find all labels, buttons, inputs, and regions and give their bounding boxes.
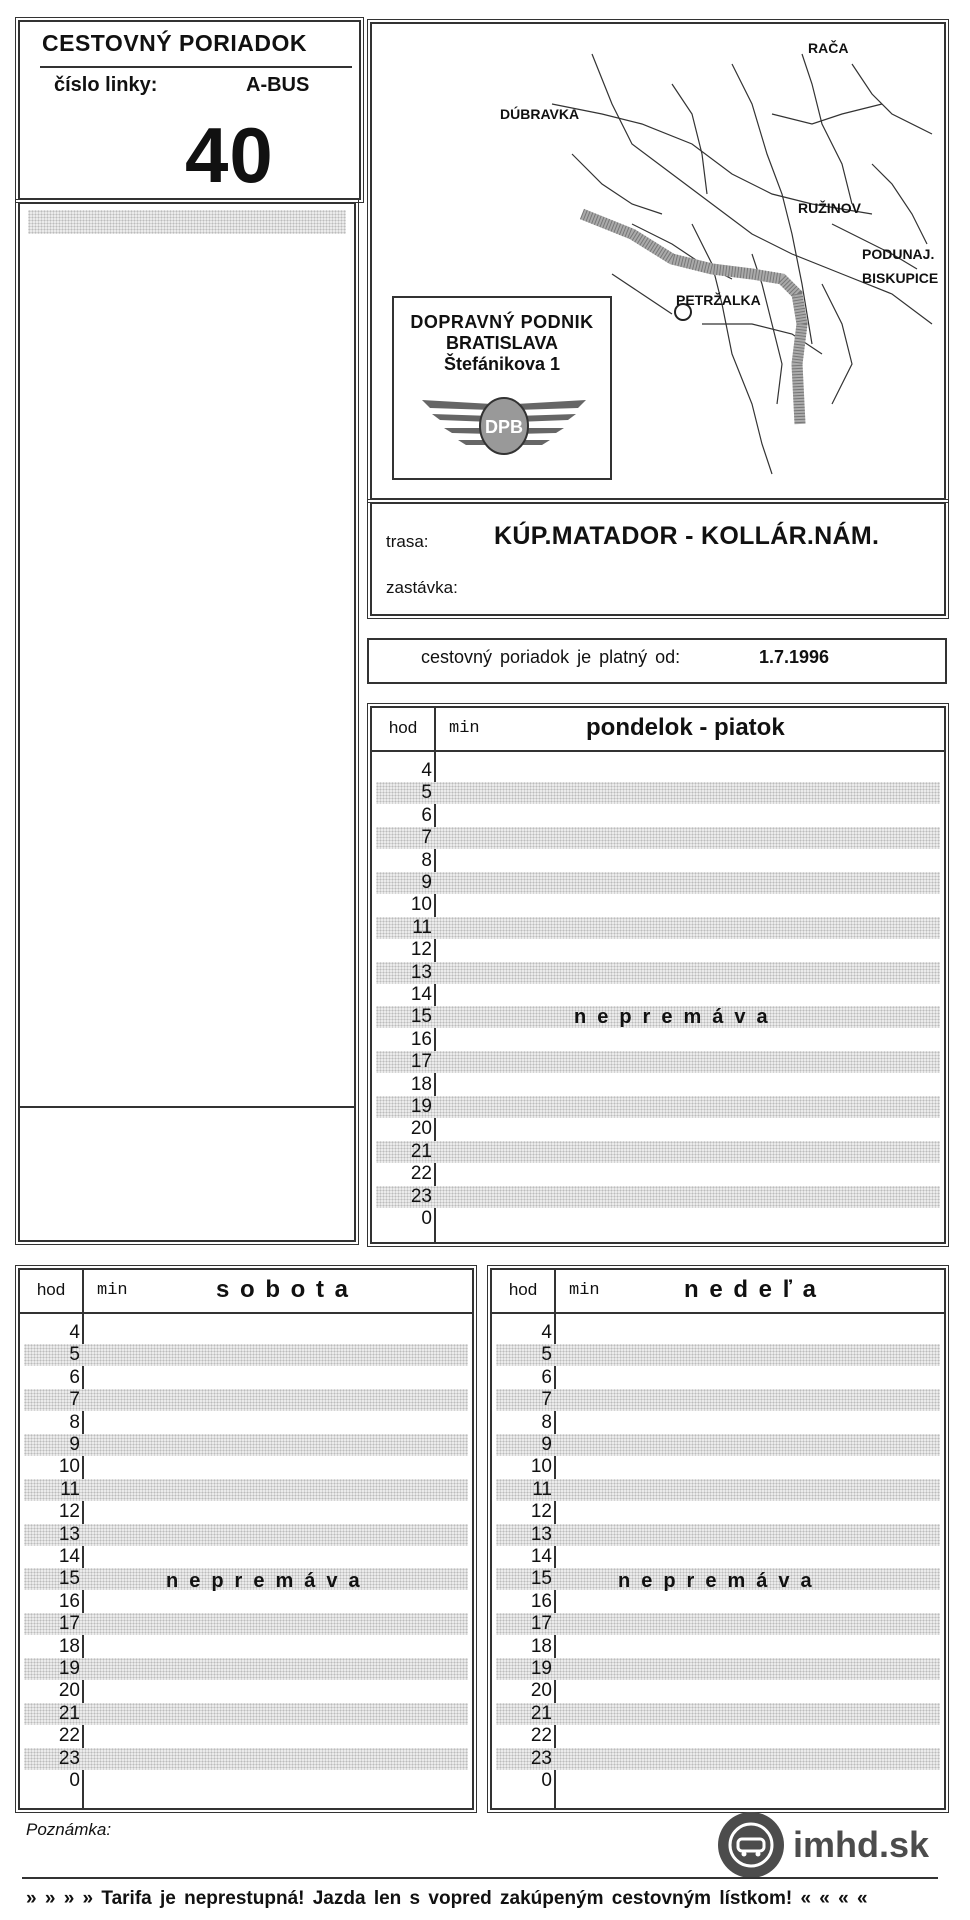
hour-row [496, 1344, 940, 1366]
hour-label: 14 [530, 1546, 552, 1567]
operator-box [392, 296, 612, 480]
operator-logo-text: DPB [484, 417, 524, 437]
hour-label: 10 [530, 1456, 552, 1478]
validity-date: 1.7.1996 [759, 647, 830, 667]
hour-label: 22 [58, 1725, 80, 1747]
hour-label: 4 [421, 760, 432, 781]
hour-row [376, 1208, 940, 1230]
hour-column-label: hod [36, 1280, 66, 1299]
hour-label: 21 [58, 1702, 80, 1724]
hour-label: 5 [421, 782, 432, 804]
hour-row [376, 850, 940, 872]
line-type: A-BUS [246, 74, 310, 96]
timetable-header [372, 708, 944, 752]
hour-row [376, 872, 940, 894]
hour-row [376, 1096, 940, 1118]
hour-row [376, 782, 940, 804]
hour-row [24, 1344, 468, 1366]
hour-label: 5 [541, 1344, 552, 1366]
map-label-podunaj: PODUNAJ. [862, 246, 935, 262]
hour-label: 16 [58, 1590, 80, 1612]
hour-row [24, 1591, 468, 1613]
map-label-dubravka: DÚBRAVKA [500, 106, 580, 122]
operator-name-line2: BRATISLAVA [446, 333, 558, 353]
hour-label: 17 [530, 1613, 552, 1635]
hour-row [496, 1389, 940, 1411]
hour-label: 19 [58, 1658, 80, 1679]
hour-label: 20 [58, 1680, 80, 1702]
timetable-header [20, 1270, 472, 1314]
hour-row [496, 1322, 940, 1344]
operator-name-line1: DOPRAVNÝ PODNIK [410, 312, 594, 332]
hour-label: 11 [412, 916, 432, 938]
hour-row [376, 1051, 940, 1073]
stops-panel [18, 202, 356, 1242]
hour-row [376, 1141, 940, 1163]
hour-row [496, 1479, 940, 1501]
imhd-watermark-logo [716, 1810, 936, 1880]
hour-row [24, 1703, 468, 1725]
minute-column-label: min [569, 1281, 600, 1300]
hour-row [496, 1412, 940, 1434]
hour-label: 6 [69, 1366, 80, 1388]
day-type-label: s o b o t a [216, 1276, 351, 1303]
hour-row [376, 962, 940, 984]
no-service-note: nepremáva [166, 1570, 371, 1592]
hour-label: 0 [69, 1770, 80, 1791]
hour-label: 19 [530, 1658, 552, 1679]
hour-row [376, 894, 940, 916]
line-number: 40 [185, 111, 274, 199]
hour-label: 16 [530, 1590, 552, 1612]
hour-label: 20 [530, 1680, 552, 1702]
no-service-note: nepremáva [574, 1006, 779, 1028]
hour-row [496, 1546, 940, 1568]
hour-label: 12 [410, 939, 432, 961]
hour-label: 21 [530, 1702, 552, 1724]
hour-label: 0 [421, 1208, 432, 1229]
hour-column-label: hod [508, 1280, 538, 1299]
hour-label: 7 [421, 827, 432, 849]
hour-row [24, 1748, 468, 1770]
hour-label: 15 [530, 1568, 552, 1590]
map-label-petrzalka: PETRŽALKA [676, 292, 761, 308]
imhd-logo-icon [716, 1810, 786, 1880]
hour-label: 9 [69, 1434, 80, 1455]
hour-label: 11 [60, 1478, 80, 1500]
timetable-saturday [18, 1268, 474, 1810]
hour-row [24, 1613, 468, 1635]
route-label: trasa: [386, 532, 429, 551]
hour-row [24, 1412, 468, 1434]
hour-row [24, 1658, 468, 1680]
hour-row [496, 1367, 940, 1389]
hour-row [496, 1524, 940, 1546]
hour-label: 4 [541, 1322, 552, 1343]
hour-label: 9 [541, 1434, 552, 1455]
timetable-sunday [490, 1268, 946, 1810]
hour-row [376, 827, 940, 849]
timetable-weekday [370, 706, 946, 1244]
tariff-notice: » » » » Tarifa je neprestupná! Jazda len s vopred zakúpeným cestovným lístkom! « « « « [26, 1888, 868, 1909]
hour-row [496, 1658, 940, 1680]
hour-row [24, 1322, 468, 1344]
hour-row [376, 805, 940, 827]
hour-row [376, 760, 940, 782]
stops-panel-header-band [28, 210, 346, 234]
hour-row [496, 1613, 940, 1635]
hour-row [24, 1680, 468, 1702]
hour-label: 9 [421, 872, 432, 893]
hour-row [376, 984, 940, 1006]
hour-row [24, 1524, 468, 1546]
hour-label: 12 [58, 1501, 80, 1523]
map-label-raca: RAČA [808, 40, 849, 56]
footer-divider [22, 1877, 938, 1879]
hour-row [496, 1636, 940, 1658]
hour-label: 6 [421, 804, 432, 826]
operator-logo [418, 386, 590, 472]
hour-label: 23 [410, 1185, 432, 1207]
hour-label: 23 [530, 1747, 552, 1769]
day-type-label: n e d e ľ a [684, 1276, 818, 1303]
hour-label: 22 [410, 1163, 432, 1185]
hour-row [496, 1725, 940, 1747]
hour-row [496, 1703, 940, 1725]
hour-label: 6 [541, 1366, 552, 1388]
hour-label: 10 [58, 1456, 80, 1478]
hour-row [376, 1118, 940, 1140]
hour-label: 8 [421, 849, 432, 871]
hour-label: 11 [532, 1478, 552, 1500]
hour-row [496, 1748, 940, 1770]
title-divider [40, 66, 352, 68]
hour-label: 23 [58, 1747, 80, 1769]
imhd-brand-text: imhd.sk [793, 1824, 930, 1865]
hour-label: 13 [58, 1523, 80, 1545]
hour-label: 0 [541, 1770, 552, 1791]
hour-label: 16 [410, 1028, 432, 1050]
hour-row [24, 1456, 468, 1478]
hour-row [496, 1501, 940, 1523]
minute-column-label: min [449, 719, 480, 738]
route-info [370, 502, 946, 616]
hour-row [24, 1434, 468, 1456]
hour-row [24, 1770, 468, 1792]
validity-label: cestovný poriadok je platný od: [421, 647, 681, 667]
hour-label: 13 [530, 1523, 552, 1545]
stop-label: zastávka: [386, 578, 458, 597]
hour-label: 12 [530, 1501, 552, 1523]
hour-row [496, 1434, 940, 1456]
hour-label: 7 [541, 1389, 552, 1411]
hour-row [496, 1770, 940, 1792]
hour-label: 4 [69, 1322, 80, 1343]
line-number-label: číslo linky: [54, 74, 158, 96]
hour-row [24, 1636, 468, 1658]
hour-label: 14 [58, 1546, 80, 1567]
hour-row [24, 1479, 468, 1501]
minute-column-label: min [97, 1281, 128, 1300]
hour-row [24, 1367, 468, 1389]
hour-row [24, 1546, 468, 1568]
hour-label: 19 [410, 1096, 432, 1117]
hour-row [376, 1186, 940, 1208]
timetable-title: CESTOVNÝ PORIADOK [42, 30, 307, 56]
route-map [370, 22, 946, 500]
hour-label: 15 [410, 1006, 432, 1028]
hour-row [376, 1074, 940, 1096]
hour-label: 17 [410, 1051, 432, 1073]
hour-label: 13 [410, 961, 432, 983]
day-type-label: pondelok - piatok [586, 714, 785, 741]
hour-row [24, 1389, 468, 1411]
hour-row [24, 1725, 468, 1747]
hour-column-label: hod [388, 718, 418, 737]
hour-row [376, 917, 940, 939]
hour-label: 14 [410, 984, 432, 1005]
hour-row [24, 1501, 468, 1523]
hour-label: 18 [530, 1635, 552, 1657]
route-value: KÚP.MATADOR - KOLLÁR.NÁM. [494, 522, 880, 550]
timetable-header [492, 1270, 944, 1314]
hour-row [496, 1680, 940, 1702]
no-service-note: nepremáva [618, 1570, 823, 1592]
hour-label: 22 [530, 1725, 552, 1747]
validity-box [367, 638, 947, 684]
hour-row [376, 1163, 940, 1185]
map-label-biskupice: BISKUPICE [862, 270, 939, 286]
hour-label: 10 [410, 894, 432, 916]
hour-label: 18 [58, 1635, 80, 1657]
hour-label: 18 [410, 1073, 432, 1095]
hour-row [376, 1029, 940, 1051]
note-label: Poznámka: [26, 1820, 112, 1839]
hour-row [496, 1591, 940, 1613]
hour-label: 20 [410, 1118, 432, 1140]
hour-label: 17 [58, 1613, 80, 1635]
hour-label: 7 [69, 1389, 80, 1411]
map-label-ruzinov: RUŽINOV [798, 200, 861, 216]
hour-row [376, 939, 940, 961]
hour-label: 8 [69, 1411, 80, 1433]
hour-label: 5 [69, 1344, 80, 1366]
hour-label: 21 [410, 1140, 432, 1162]
stops-panel-divider [20, 1106, 354, 1108]
hour-label: 15 [58, 1568, 80, 1590]
hour-label: 8 [541, 1411, 552, 1433]
operator-address: Štefánikova 1 [443, 354, 561, 374]
hour-row [496, 1456, 940, 1478]
line-header [18, 20, 361, 200]
